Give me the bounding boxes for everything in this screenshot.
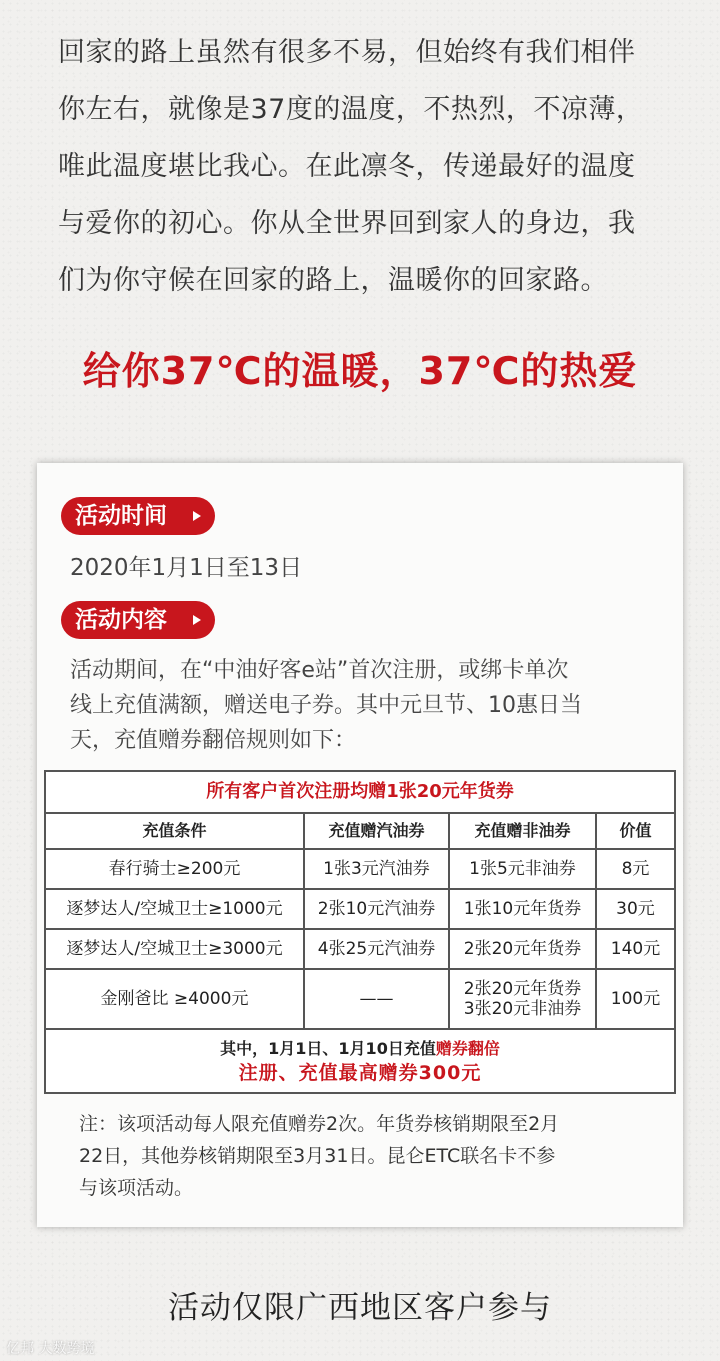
intro-line: 回家的路上虽然有很多不易，但始终有我们相伴 — [58, 37, 636, 68]
footer-black-text: 其中，1月1日、1月10日充值 — [220, 1039, 436, 1058]
activity-note — [79, 1108, 669, 1204]
cell-value: 30元 — [596, 889, 675, 929]
note-line: 注：该项活动每人限充值赠券2次。年货券核销期限至2月 — [79, 1113, 560, 1135]
activity-time-label: 活动时间 — [75, 503, 167, 529]
cell-condition: 逐梦达人/空城卫士≥3000元 — [45, 929, 304, 969]
cell-nonfuel-line: 2张20元年货券 — [463, 979, 582, 999]
activity-card — [37, 463, 683, 1227]
footer-line-1 — [46, 1039, 674, 1059]
cell-nonfuel-line: 3张20元非油券 — [463, 999, 582, 1019]
note-line: 22日，其他券核销期限至3月31日。昆仑ETC联名卡不参 — [79, 1145, 556, 1167]
cell-fuel: 2张10元汽油券 — [304, 889, 449, 929]
cell-fuel: 1张3元汽油券 — [304, 849, 449, 889]
cell-condition: 春行骑士≥200元 — [45, 849, 304, 889]
cell-nonfuel — [449, 969, 596, 1029]
content-line: 天，充值赠券翻倍规则如下： — [70, 728, 357, 753]
footer-red-inline: 赠券翻倍 — [435, 1039, 500, 1058]
table-row — [45, 969, 675, 1029]
cell-nonfuel: 1张10元年货券 — [449, 889, 596, 929]
cell-nonfuel: 2张20元年货券 — [449, 929, 596, 969]
cell-nonfuel: 1张5元非油券 — [449, 849, 596, 889]
play-arrow-icon — [193, 511, 201, 521]
cell-value: 8元 — [596, 849, 675, 889]
column-header-condition: 充值条件 — [45, 813, 304, 849]
activity-content-tag — [61, 601, 215, 639]
content-line: 线上充值满额，赠送电子券。其中元旦节、10惠日当 — [70, 693, 582, 718]
cell-condition: 逐梦达人/空城卫士≥1000元 — [45, 889, 304, 929]
table-footer-row — [45, 1029, 675, 1093]
rules-table — [44, 770, 676, 1094]
table-row — [45, 929, 675, 969]
watermark: 亿邦 大数跨境 — [6, 1341, 95, 1357]
cell-value: 100元 — [596, 969, 675, 1029]
activity-content-text — [70, 653, 670, 758]
footer-line-2: 注册、充值最高赠券300元 — [238, 1062, 482, 1084]
play-arrow-icon — [193, 615, 201, 625]
activity-time-tag — [61, 497, 215, 535]
table-row — [45, 889, 675, 929]
column-header-nonfuel: 充值赠非油券 — [449, 813, 596, 849]
region-notice: 活动仅限广西地区客户参与 — [168, 1290, 552, 1326]
intro-line: 唯此温度堪比我心。在此凛冬，传递最好的温度 — [58, 151, 636, 182]
intro-line: 你左右，就像是37度的温度，不热烈，不凉薄， — [58, 94, 644, 125]
table-row — [45, 849, 675, 889]
intro-paragraph — [58, 24, 678, 309]
intro-line: 与爱你的初心。你从全世界回到家人的身边，我 — [58, 208, 636, 239]
cell-fuel: 4张25元汽油券 — [304, 929, 449, 969]
intro-line: 们为你守候在回家的路上，温暖你的回家路。 — [58, 265, 608, 296]
table-footer — [45, 1029, 675, 1093]
cell-condition: 金刚爸比 ≥4000元 — [45, 969, 304, 1029]
table-header: 所有客户首次注册均赠1张20元年货券 — [45, 771, 675, 813]
column-header-fuel: 充值赠汽油券 — [304, 813, 449, 849]
slogan-headline: 给你37℃的温暖，37℃的热爱 — [82, 349, 638, 393]
activity-content-label: 活动内容 — [75, 607, 167, 633]
cell-fuel: —— — [304, 969, 449, 1029]
note-line: 与该项活动。 — [79, 1177, 194, 1199]
cell-value: 140元 — [596, 929, 675, 969]
column-header-value: 价值 — [596, 813, 675, 849]
content-line: 活动期间，在“中油好客e站”首次注册，或绑卡单次 — [70, 658, 569, 683]
activity-date: 2020年1月1日至13日 — [70, 555, 303, 581]
